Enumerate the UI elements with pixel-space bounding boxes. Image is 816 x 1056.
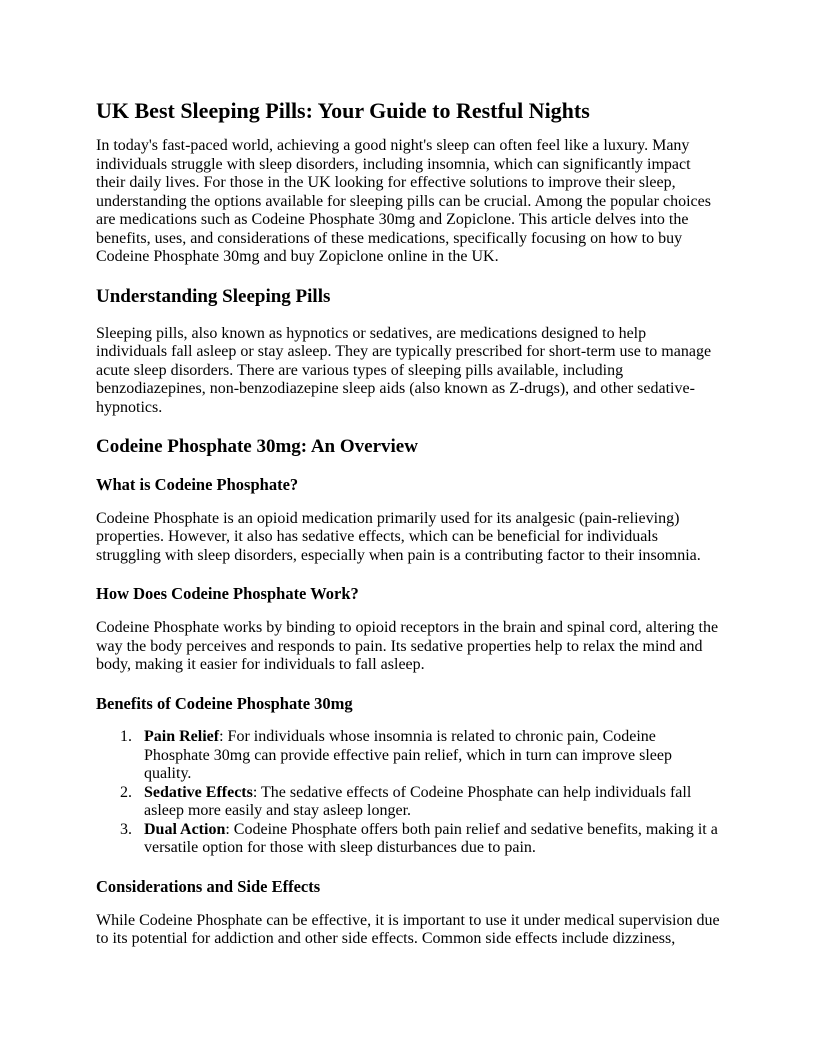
- how-works-paragraph: Codeine Phosphate works by binding to opioid receptors in the brain and spinal cord, altering the way the body perceives and responds to pain. Its sedative properties help to relax the mind and body, making it easier for individuals to fall asleep.: [96, 619, 719, 674]
- list-item-label: Sedative Effects: [144, 783, 253, 801]
- sub-heading-what-is-codeine-phosphate: What is Codeine Phosphate?: [96, 474, 299, 494]
- sub-heading-benefits-of-codeine-phosphate: Benefits of Codeine Phosphate 30mg: [96, 693, 353, 713]
- sub-heading-considerations-and-side-effects: Considerations and Side Effects: [96, 876, 321, 896]
- list-item-text: : Codeine Phosphate offers both pain relief and sedative benefits, making it a versatile option for those with sleep disturbances due to pain.: [144, 820, 718, 857]
- list-item-label: Dual Action: [144, 820, 226, 838]
- section-heading-codeine-overview: Codeine Phosphate 30mg: An Overview: [96, 436, 418, 458]
- list-item-text: : The sedative effects of Codeine Phosphate can help individuals fall asleep more easily and stay asleep longer.: [144, 783, 692, 820]
- document-title: UK Best Sleeping Pills: Your Guide to Restful Nights: [96, 98, 590, 123]
- list-item-pain-relief: [96, 728, 720, 784]
- section-heading-understanding-sleeping-pills: Understanding Sleeping Pills: [96, 285, 331, 307]
- list-item-sedative-effects: [96, 784, 720, 821]
- considerations-paragraph: While Codeine Phosphate can be effective, it is important to use it under medical supervision due to its potential for addiction and other side effects. Common side effects include dizziness,: [96, 911, 720, 948]
- benefits-list: [96, 728, 720, 858]
- intro-paragraph: In today's fast-paced world, achieving a good night's sleep can often feel like a luxury. Many individuals struggle with sleep disorders, including insomnia, which can significantly impact their daily lives. For those in the UK looking for effective solutions to improve their sleep, understanding the options available for sleeping pills can be crucial. Among the popular choices are medications such as Codeine Phosphate 30mg and Zopiclone. This article delves into the benefits, uses, and considerations of these medications, specifically focusing on how to buy Codeine Phosphate 30mg and buy Zopiclone online in the UK.: [96, 137, 711, 266]
- list-item-number: 1.: [120, 728, 132, 746]
- understanding-paragraph: Sleeping pills, also known as hypnotics or sedatives, are medications designed to help individuals fall asleep or stay asleep. They are typically prescribed for short-term use to manage acute sleep disorders. There are various types of sleeping pills available, including benzodiazepines, non-benzodiazepine sleep aids (also known as Z-drugs), and other sedative-hypnotics.: [96, 324, 712, 416]
- list-item-label: Pain Relief: [144, 728, 220, 746]
- list-item-number: 2.: [120, 783, 132, 801]
- list-item-dual-action: [96, 821, 720, 858]
- sub-heading-how-does-codeine-phosphate-work: How Does Codeine Phosphate Work?: [96, 584, 359, 604]
- what-is-paragraph: Codeine Phosphate is an opioid medication primarily used for its analgesic (pain-relieving) properties. However, it also has sedative effects, which can be beneficial for individuals struggling with sleep disorders, especially when pain is a contributing factor to their insomnia.: [96, 509, 701, 564]
- list-item-text: : For individuals whose insomnia is related to chronic pain, Codeine Phosphate 30mg can provide effective pain relief, which in turn can improve sleep quality.: [144, 728, 672, 783]
- list-item-number: 3.: [120, 820, 132, 838]
